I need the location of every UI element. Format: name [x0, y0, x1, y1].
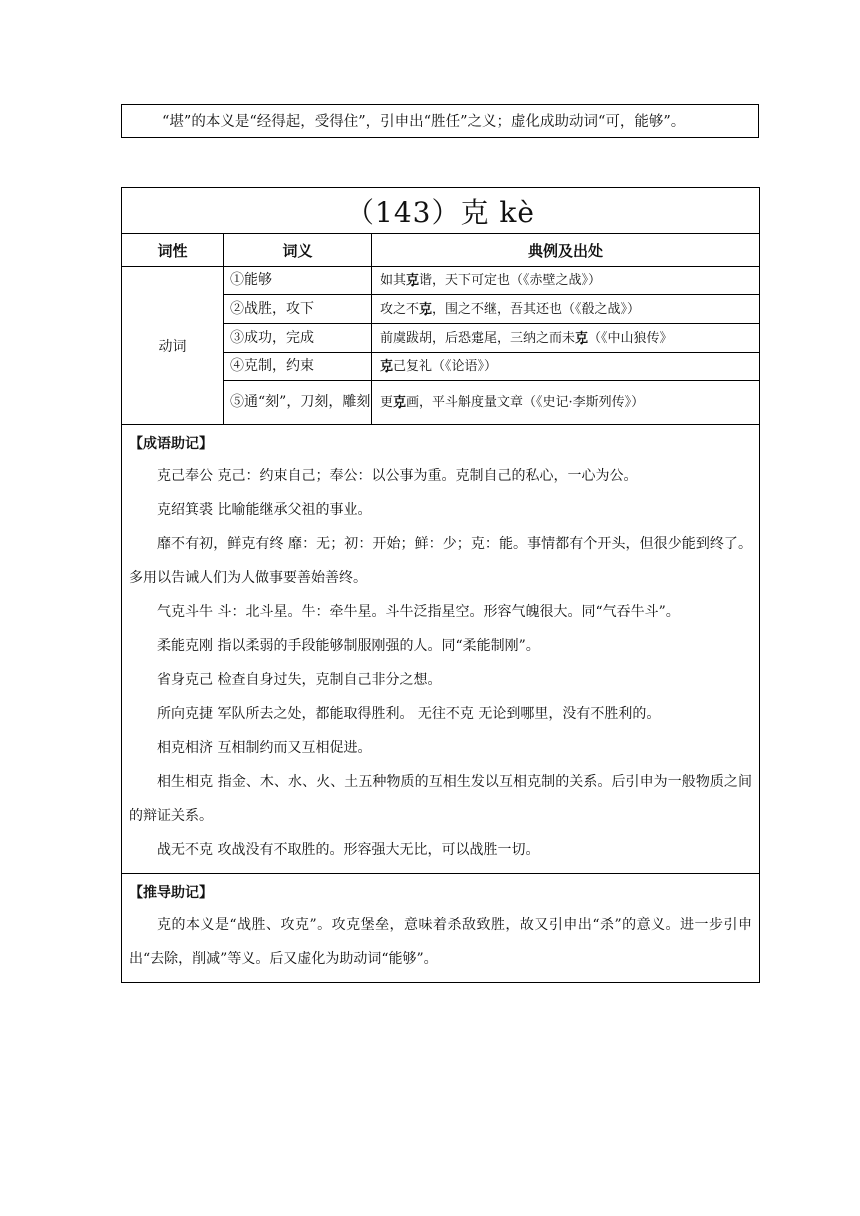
part-of-speech: 动词	[122, 267, 224, 425]
key-char: 克	[575, 330, 589, 346]
entry-title: （143）克 kè	[122, 188, 760, 234]
idiom-item: 气克斗牛 斗：北斗星。牛：牵牛星。斗牛泛指星空。形容气魄很大。同“气吞牛斗”。	[157, 604, 680, 620]
derivation-section	[122, 874, 760, 983]
previous-entry-text: “堪”的本义是“经得起，受得住”，引申出“胜任”之义；虚化成助动词“可，能够”。	[162, 114, 686, 130]
idiom-item: 战无不克 攻战没有不取胜的。形容强大无比，可以战胜一切。	[157, 842, 540, 858]
entry-table	[121, 187, 760, 983]
idiom-item: 柔能克刚 指以柔弱的手段能够制服刚强的人。同“柔能制刚”。	[157, 638, 540, 654]
meaning-cell: ①能够	[224, 267, 372, 295]
idiom-item: 所向克捷 军队所去之处，都能取得胜利。 无往不克 无论到哪里，没有不胜利的。	[157, 706, 661, 722]
key-char: 克	[393, 395, 407, 410]
header-row	[122, 234, 760, 267]
table-row	[122, 267, 760, 295]
meaning-cell: ⑤通“刻”，刀刻，雕刻	[224, 381, 372, 425]
idiom-item: 相生相克 指金、木、水、火、土五种物质的互相生发以互相克制的关系。后引申为一般物质之间的辩证关系。	[129, 774, 752, 824]
example-cell: 克己复礼（《论语》）	[372, 353, 760, 381]
idiom-item: 克己奉公 克己：约束自己；奉公：以公事为重。克制自己的私心，一心为公。	[157, 468, 638, 484]
key-char: 克	[380, 359, 394, 374]
key-char: 克	[419, 301, 433, 317]
meaning-cell: ②战胜，攻下	[224, 295, 372, 324]
example-cell: 攻之不克，围之不继，吾其还也（《殽之战》）	[372, 295, 760, 324]
idiom-section-title: 【成语助记】	[129, 436, 213, 452]
header-example: 典例及出处	[372, 234, 760, 267]
derivation-text: 克的本义是“战胜、攻克”。攻克堡垒，意味着杀敌致胜，故又引申出“杀”的意义。进一步引申出“去除，削减”等义。后又虚化为助动词“能够”。	[129, 917, 752, 967]
derivation-section-title: 【推导助记】	[129, 885, 213, 901]
header-pos: 词性	[122, 234, 224, 267]
idiom-row	[122, 425, 760, 874]
previous-entry-note	[121, 104, 759, 138]
meaning-cell: ③成功，完成	[224, 324, 372, 353]
idiom-item: 相克相济 互相制约而又互相促进。	[157, 740, 372, 756]
derivation-row	[122, 874, 760, 983]
key-char: 克	[406, 273, 420, 288]
example-cell: 如其克谐，天下可定也（《赤壁之战》）	[372, 267, 760, 295]
idiom-item: 克绍箕裘 比喻能继承父祖的事业。	[157, 502, 372, 518]
header-meaning: 词义	[224, 234, 372, 267]
idiom-item: 靡不有初，鲜克有终 靡：无；初：开始；鲜：少；克：能。事情都有个开头，但很少能到终了。多用以告诫人们为人做事要善始善终。	[129, 536, 752, 586]
example-cell: 更克画，平斗斛度量文章（《史记·李斯列传》）	[372, 381, 760, 425]
idiom-section	[122, 425, 760, 874]
example-cell: 前虞跋胡，后恐疐尾，三纳之而未克（《中山狼传》	[372, 324, 760, 353]
meaning-cell: ④克制，约束	[224, 353, 372, 381]
idiom-item: 省身克己 检查自身过失，克制自己非分之想。	[157, 672, 442, 688]
